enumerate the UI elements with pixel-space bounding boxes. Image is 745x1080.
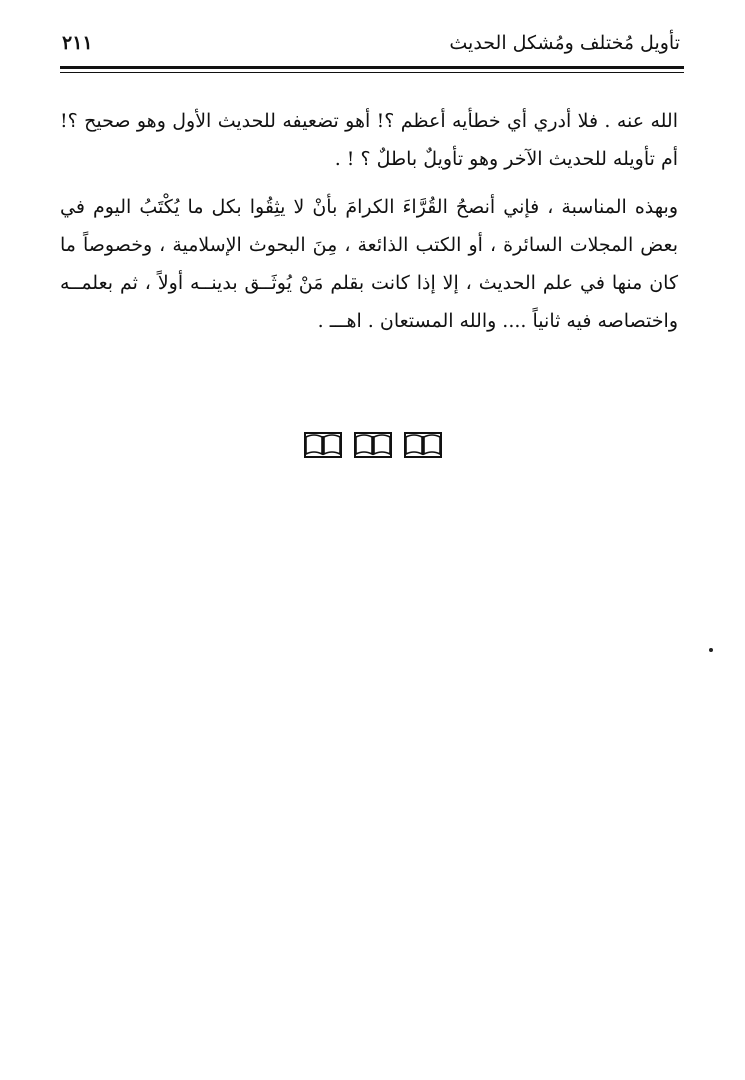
page-number: ٢١١ — [62, 32, 93, 54]
paragraph: الله عنه . فلا أدري أي خطأيه أعظم ؟! أهو تضعيفه للحديث الأول وهو صحيح ؟! أم تأويله للحديث الآخر وهو تأويلٌ باطلٌ ؟ ! . — [60, 110, 678, 170]
scan-speck — [709, 648, 713, 652]
page-body — [60, 102, 678, 340]
open-book-icon — [404, 432, 442, 458]
open-book-icon — [304, 432, 342, 458]
paragraph: وبهذه المناسبة ، فإني أنصحُ القُرَّاءَ الكرامَ بأنْ لا يثِقُوا بكل ما يُكْتَبُ اليوم في بعض المجلات السائرة ، أو الكتب الذائعة ، مِنَ البحوث الإسلامية ، وخصوصاً ما كان منها في علم الحديث ، إلا إذا كانت بقلم مَنْ يُوثَــق بدينــه أولاً ، ثم بعلمــه واختصاصه فيه ثانياً .... والله المستعان . اهـــ . — [60, 196, 678, 332]
header-rule-thin — [60, 72, 684, 73]
running-title: تأويل مُختلف ومُشكل الحديث — [449, 32, 680, 54]
open-book-icon — [354, 432, 392, 458]
section-end-ornament — [0, 432, 745, 466]
page-header — [62, 28, 680, 64]
header-rule-thick — [60, 66, 684, 69]
